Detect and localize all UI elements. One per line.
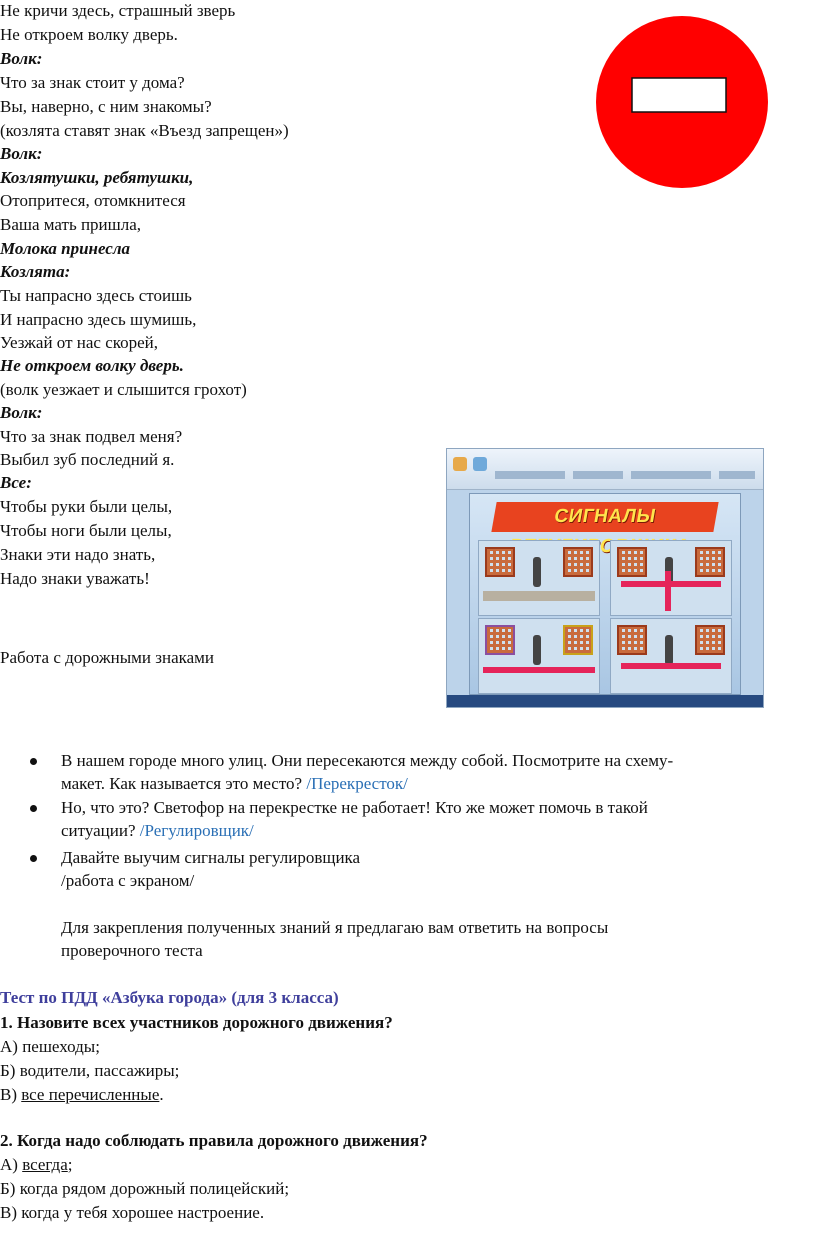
poem-line: Не откроем волку дверь.	[0, 25, 178, 44]
signal-panel-3	[478, 618, 600, 694]
poem-line: (козлята ставят знак «Въезд запрещен»)	[0, 121, 289, 140]
poem-line: Уезжай от нас скорей,	[0, 333, 159, 352]
signal-panel-1	[478, 540, 600, 616]
bullet-text: /работа с экраном/	[61, 871, 195, 890]
slide-title: СИГНАЛЫ	[491, 502, 718, 532]
poem-line: (волк уезжает и слышится грохот)	[0, 380, 247, 399]
presentation-screenshot	[446, 448, 764, 708]
question-text: 2. Когда надо соблюдать правила дорожного движения?	[0, 1131, 428, 1150]
signal-panel-4	[610, 618, 732, 694]
poem-line: Надо знаки уважать!	[0, 569, 150, 588]
bullet-line-2	[61, 773, 408, 795]
option-suffix: .	[159, 1085, 164, 1104]
poem-line: Волк:	[0, 49, 43, 68]
option-text: когда рядом дорожный полицейский;	[19, 1179, 290, 1198]
poem-line: Волк:	[0, 144, 43, 163]
bullet-answer: /Перекресток/	[302, 774, 408, 793]
bullet-icon	[30, 855, 37, 862]
poem-line: Чтобы руки были целы,	[0, 497, 173, 516]
test-title: Тест по ПДД «Азбука города» (для 3 класса)	[0, 988, 339, 1007]
question-text: 1. Назовите всех участников дорожного движения?	[0, 1013, 393, 1032]
bullet-icon	[30, 805, 37, 812]
no-entry-sign-icon	[596, 16, 768, 188]
poem-line: Что за знак подвел меня?	[0, 427, 183, 446]
poem-line: Не откроем волку дверь.	[0, 356, 184, 375]
answer-option	[0, 1178, 289, 1200]
ribbon-toolbar	[447, 449, 763, 490]
bullet-icon	[30, 758, 37, 765]
poem-line: Ты напрасно здесь стоишь	[0, 286, 192, 305]
poem-line: Не кричи здесь, страшный зверь	[0, 1, 236, 20]
poem-line: Волк:	[0, 403, 43, 422]
option-prefix: Б)	[0, 1061, 20, 1080]
poem-line: Выбил зуб последний я.	[0, 450, 175, 469]
option-suffix: ;	[67, 1155, 73, 1174]
answer-option	[0, 1202, 264, 1224]
poem-line: И напрасно здесь шумишь,	[0, 310, 197, 329]
answer-option	[0, 1060, 179, 1082]
consolidation-line-2: проверочного теста	[61, 941, 203, 960]
bullet-answer: /Регулировщик/	[135, 821, 254, 840]
option-text: пешеходы;	[22, 1037, 100, 1056]
bullet-text: макет. Как называется это место?	[61, 774, 303, 793]
bullet-line-1: Но, что это? Светофор на перекрестке не работает! Кто же может помочь в такой	[61, 798, 648, 817]
answer-option	[0, 1084, 164, 1106]
option-text: когда у тебя хорошее настроение.	[21, 1203, 265, 1222]
answer-option	[0, 1154, 72, 1176]
option-prefix: Б)	[0, 1179, 20, 1198]
option-prefix: В)	[0, 1085, 22, 1104]
poem-line: Ваша мать пришла,	[0, 215, 142, 234]
poem-line: Знаки эти надо знать,	[0, 545, 156, 564]
slide	[469, 493, 741, 695]
option-text: все перечисленные	[21, 1085, 160, 1104]
bullet-line-2	[61, 820, 254, 842]
poem-line: Козлята:	[0, 262, 71, 281]
poem-line: Все:	[0, 473, 32, 492]
option-text: всегда	[22, 1155, 68, 1174]
option-text: водители, пассажиры;	[19, 1061, 180, 1080]
poem-line: Козлятушки, ребятушки,	[0, 168, 194, 187]
answer-option	[0, 1036, 100, 1058]
bullet-text: ситуации?	[61, 821, 136, 840]
poem-line: Отопритеся, отомкнитеся	[0, 191, 186, 210]
option-prefix: А)	[0, 1037, 23, 1056]
poem-line: Вы, наверно, с ним знакомы?	[0, 97, 212, 116]
option-prefix: В)	[0, 1203, 22, 1222]
bullet-line-1: Давайте выучим сигналы регулировщика	[61, 848, 361, 867]
signal-panel-2	[610, 540, 732, 616]
consolidation-line-1: Для закрепления полученных знаний я предлагаю вам ответить на вопросы	[61, 918, 609, 937]
bullet-line-2	[61, 870, 194, 892]
poem-line: Чтобы ноги были целы,	[0, 521, 172, 540]
bullet-line-1: В нашем городе много улиц. Они пересекаются между собой. Посмотрите на схему-	[61, 751, 674, 770]
section-label: Работа с дорожными знаками	[0, 648, 215, 667]
taskbar	[447, 695, 763, 707]
poem-line: Что за знак стоит у дома?	[0, 73, 185, 92]
option-prefix: А)	[0, 1155, 23, 1174]
poem-line: Молока принесла	[0, 239, 131, 258]
